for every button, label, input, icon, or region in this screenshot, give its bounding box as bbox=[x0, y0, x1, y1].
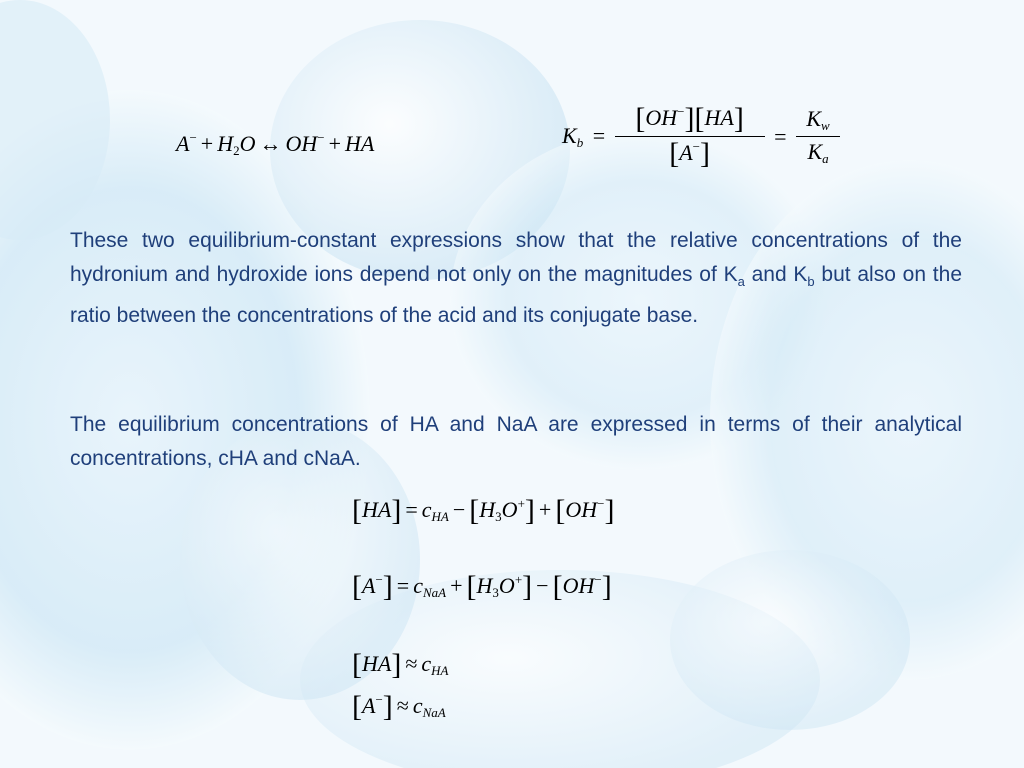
eq6-term: A bbox=[362, 693, 376, 718]
eq4-charge: + bbox=[514, 572, 523, 587]
equation-hydrolysis bbox=[176, 130, 374, 159]
eq1-term: H bbox=[217, 131, 234, 156]
eq1-term: O bbox=[239, 131, 256, 156]
eq4-plus: + bbox=[450, 573, 463, 598]
eq2-equals: = bbox=[592, 122, 606, 148]
eq5-term: HA bbox=[362, 651, 392, 676]
eq3-minus: − bbox=[452, 497, 466, 522]
equation-ha-mass-balance: $[HA] = c_{HA} - [H_3O^+] + [OH^-]$ bbox=[352, 494, 615, 527]
eq4-term: H bbox=[476, 573, 493, 598]
equation-a-charge-balance: $[A^-] = c_{NaA} + [H_3O^+] - [OH^-]$ bbox=[352, 570, 612, 603]
eq3-term: HA bbox=[362, 497, 392, 522]
eq4-term: O bbox=[498, 573, 515, 598]
eq1-arrow: ↔ bbox=[259, 131, 282, 156]
eq2-subscript: w bbox=[821, 118, 830, 133]
eq6-charge: − bbox=[375, 692, 383, 707]
eq5-term: c bbox=[421, 651, 432, 676]
paragraph1-text: but also on the ratio between the concentrations of the acid and its conjugate base. bbox=[70, 263, 962, 328]
eq4-term: c bbox=[413, 573, 423, 598]
paragraph-analytical-concentrations: The equilibrium concentrations of HA and NaA are expressed in terms of their analytical concentrations, cHA and cNaA. bbox=[70, 413, 962, 470]
eq4-minus: − bbox=[536, 573, 549, 598]
eq4-term: OH bbox=[562, 573, 595, 598]
eq2-charge: − bbox=[692, 139, 700, 154]
eq3-term: c bbox=[421, 497, 432, 522]
eq2-term: K bbox=[562, 122, 577, 148]
eq1-term: HA bbox=[345, 131, 375, 156]
eq3-subscript: 3 bbox=[495, 509, 502, 524]
eq3-charge: − bbox=[597, 496, 605, 511]
eq2-term: A bbox=[679, 140, 693, 165]
equation-ha-approx: $[HA] \approx c_{HA}$ bbox=[352, 648, 449, 681]
eq2-subscript: b bbox=[576, 134, 584, 150]
eq2-equals: = bbox=[774, 123, 787, 149]
eq1-subscript: 2 bbox=[233, 143, 240, 158]
eq6-term: c bbox=[412, 693, 423, 718]
eq1-term: A bbox=[176, 131, 190, 156]
eq5-subscript: HA bbox=[431, 663, 449, 678]
ka-subscript: a bbox=[737, 274, 745, 290]
eq4-equals: = bbox=[396, 573, 410, 598]
eq3-term: H bbox=[479, 497, 496, 522]
eq1-charge: − bbox=[317, 130, 325, 145]
eq2-term: K bbox=[806, 106, 822, 131]
eq4-subscript: NaA bbox=[422, 585, 447, 600]
equation-kb bbox=[562, 104, 840, 169]
eq3-term: O bbox=[501, 497, 518, 522]
paragraph1-text: These two equilibrium-constant expressions show that the relative concentrations of the hydronium and hydroxide ions depend not only on the magnitudes of K bbox=[70, 229, 962, 286]
eq1-term: OH bbox=[285, 131, 318, 156]
eq6-subscript: NaA bbox=[422, 705, 446, 720]
eq1-charge: − bbox=[189, 130, 197, 145]
eq1-plus: + bbox=[328, 131, 342, 156]
eq1-plus: + bbox=[200, 131, 214, 156]
eq5-approx: ≈ bbox=[405, 651, 418, 676]
eq6-approx: ≈ bbox=[396, 693, 409, 718]
eq3-term: OH bbox=[565, 497, 598, 522]
eq3-equals: = bbox=[405, 497, 418, 522]
eq2-charge: − bbox=[677, 104, 685, 119]
eq2-term: K bbox=[807, 139, 823, 164]
kb-subscript: b bbox=[807, 274, 815, 290]
paragraph-equilibrium-explanation bbox=[70, 224, 962, 333]
eq4-term: A bbox=[362, 573, 376, 598]
eq3-plus: + bbox=[538, 497, 552, 522]
eq4-subscript: 3 bbox=[492, 585, 499, 600]
paragraph1-text: and K bbox=[744, 263, 808, 286]
eq4-charge: − bbox=[375, 572, 383, 587]
eq4-charge: − bbox=[594, 572, 602, 587]
eq2-subscript: a bbox=[822, 151, 829, 166]
equation-a-approx: $[A^-] \approx c_{NaA}$ bbox=[352, 690, 446, 723]
eq2-fraction-right bbox=[796, 106, 840, 167]
eq3-subscript: HA bbox=[431, 509, 449, 524]
eq2-fraction-left: $\frac{[OH^-][HA]}{[A^-]}$ bbox=[615, 104, 765, 169]
eq2-term: OH bbox=[645, 105, 678, 130]
eq3-charge: + bbox=[517, 496, 525, 511]
eq2-term: HA bbox=[704, 105, 734, 130]
